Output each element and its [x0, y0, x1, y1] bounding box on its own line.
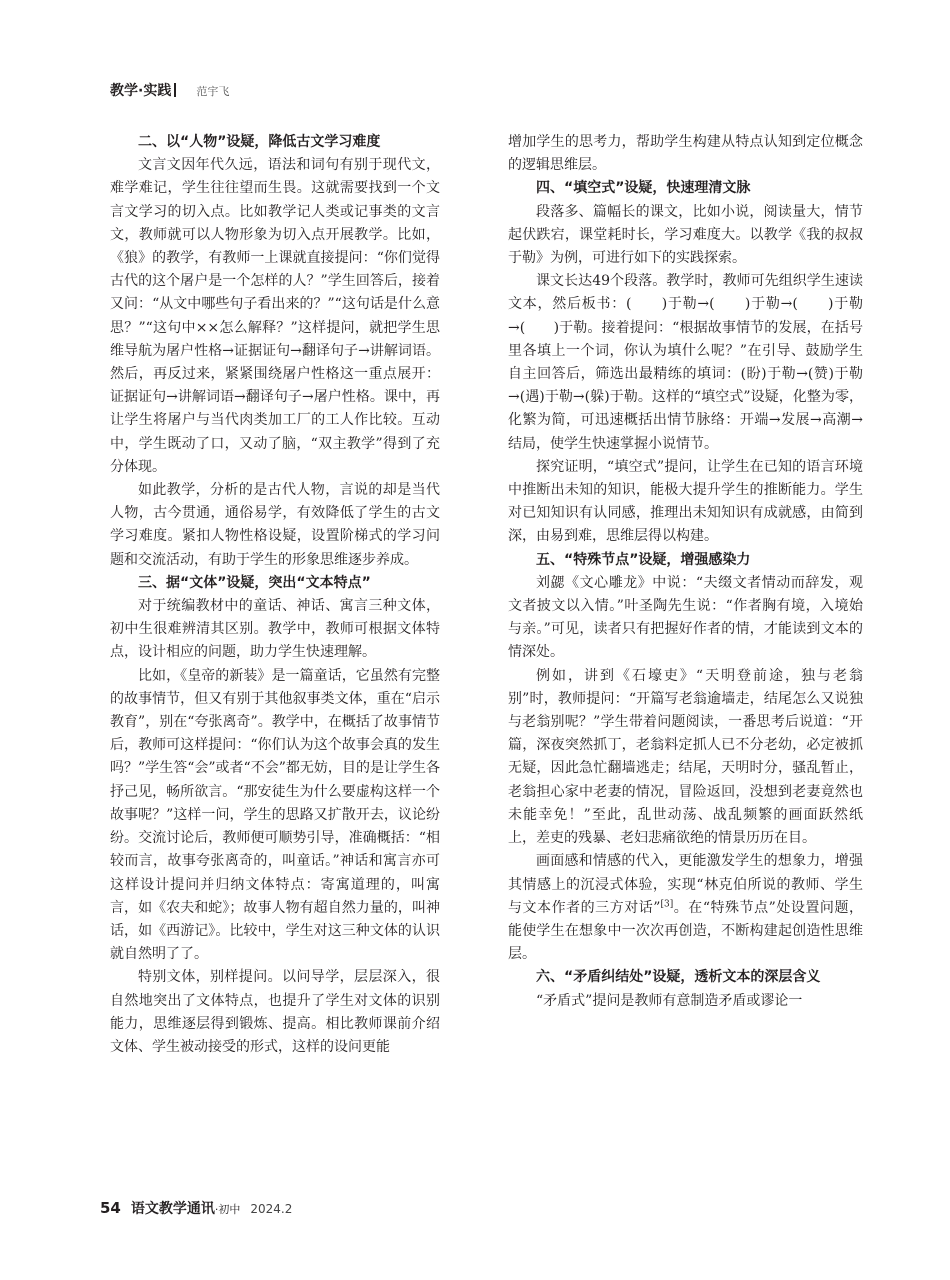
paragraph: 例如，讲到《石壕吏》“天明登前途，独与老翁别”时，教师提问：“开篇写老翁逾墙走，结尾怎么又说独与老翁别呢？”学生带着问题阅读，一番思考后说道：“开篇，深夜突然抓丁，老翁料定抓人已不分老幼，必定被抓无疑，因此急忙翻墙逃走；结尾，天明时分，骚乱暂止，老翁担心家中老妻的情况，冒险返回，没想到老妻竟然也未能幸免！”至此，乱世动荡、战乱频繁的画面跃然纸上，差吏的残暴、老妇悲痛欲绝的情景历历在目。: [508, 667, 863, 847]
paragraph: 段落多、篇幅长的课文，比如小说，阅读量大，情节起伏跌宕，课堂耗时长，学习难度大。以教学《我的叔叔于勒》为例，可进行如下的实践探索。: [508, 203, 863, 267]
paragraph-with-citation: [508, 850, 863, 966]
paragraph: 如此教学，分析的是古代人物，言说的却是当代人物，古今贯通，通俗易学，有效降低了学生的古文学习难度。紧扣人物性格设疑，设置阶梯式的学习问题和交流活动，有助于学生的形象思维逐步养成。: [110, 482, 440, 568]
paragraph-continued: 增加学生的思考力，帮助学生构建从特点认知到定位概念的逻辑思维层。: [508, 134, 863, 174]
page-footer: [100, 1198, 292, 1218]
citation-ref: [3]: [660, 899, 674, 910]
paragraph: 刘勰《文心雕龙》中说：“夫缀文者情动而辞发，观文者披文以入情。”叶圣陶先生说：“作者胸有境，入境始与亲。”可见，读者只有把握好作者的情，才能读到文本的情深处。: [508, 574, 863, 661]
paragraph: 课文长达49个段落。教学时，教师可先组织学生速读文本，然后板书：( )于勒→( )于勒→( )于勒→( )于勒。接着提问：“根据故事情节的发展，在括号里各填上一个词，你认为填什么呢？”在引导、鼓励学生自主回答后，筛选出最精练的填词：(盼)于勒→(赞)于勒→(遇)于勒→(躲)于勒。这样的“填空式”设疑，化整为零，化繁为简，可迅速概括出情节脉络：开端→发展→高潮→结局，使学生快速掌握小说情节。: [508, 273, 863, 452]
paragraph: 文言文因年代久远，语法和词句有别于现代文，难学难记，学生往往望而生畏。这就需要找到一个文言文学习的切入点。比如教学记人类或记事类的文言文，教师就可以人物形象为切入点开展教学。比如，《狼》的教学，有教师一上课就直接提问：“你们觉得古代的这个屠户是一个怎样的人？”学生回答后，接着又问：“从文中哪些句子看出来的？”“这句话是什么意思？”“这句中××怎么解释？”这样提问，就把学生思维导航为屠户性格→证据证句→翻译句子→讲解词语。然后，再反过来，紧紧围绕屠户性格这一重点展开：证据证句→讲解词语→翻译句子→屠户性格。课中，再让学生将屠户与当代肉类加工厂的工人作比较。互动中，学生既动了口，又动了脑，“双主教学”得到了充分体现。: [110, 157, 440, 475]
paragraph: 对于统编教材中的童话、神话、寓言三种文体，初中生很难辨清其区别。教学中，教师可根据文体特点，设计相应的问题，助力学生快速理解。: [110, 598, 440, 661]
page-number: 54: [100, 1199, 121, 1217]
section-heading-4: 四、“填空式”设疑，快速理清文脉: [536, 180, 751, 197]
paragraph: 探究证明，“填空式”提问，让学生在已知的语言环境中推断出未知的知识，能极大提升学生的推断能力。学生对已知知识有认同感，推理出未知知识有成就感，由简到深，由易到难，思维层得以构建。: [508, 458, 863, 545]
section-heading-5: 五、“特殊节点”设疑，增强感染力: [536, 551, 751, 568]
running-header: [110, 80, 229, 102]
right-column: [508, 131, 863, 1013]
paragraph-text-tail: 。在“特殊节点”处设置问题，能使学生在想象中一次次再创造，不断构建起创造性思维层。: [508, 899, 863, 963]
header-divider: [174, 83, 176, 97]
paragraph: 特别文体，别样提问。以问导学，层层深入，很自然地突出了文体特点，也提升了学生对文体的识别能力，思维逐层得到锻炼、提高。相比教师课前介绍文体、学生被动接受的形式，这样的设问更能: [110, 969, 440, 1055]
left-column: [110, 131, 440, 1059]
section-heading-2: 二、以“人物”设疑，降低古文学习难度: [138, 134, 381, 150]
paragraph: “矛盾式”提问是教师有意制造矛盾或谬论一: [536, 992, 803, 1009]
journal-edition: ·初中: [214, 1203, 241, 1216]
section-label: 教学·实践: [110, 83, 172, 99]
section-heading-3: 三、据“文体”设疑，突出“文本特点”: [138, 574, 371, 591]
author-name: 范宇飞: [196, 85, 230, 98]
paragraph-text: 画面感和情感的代入，更能激发学生的想象力，增强其情感上的沉浸式体验，实现“林克伯所说的教师、学生与文本作者的三方对话”: [508, 853, 863, 916]
section-heading-6: 六、“矛盾纠结处”设疑，透析文本的深层含义: [536, 969, 821, 986]
journal-name: 语文教学通讯: [130, 1201, 215, 1217]
issue-date: 2024.2: [250, 1202, 293, 1216]
paragraph: 比如，《皇帝的新装》是一篇童话，它虽然有完整的故事情节，但又有别于其他叙事类文体，重在“启示教育”，别在“夸张离奇”。教学中，在概括了故事情节后，教师可这样提问：“你们认为这个故事会真的发生吗？”学生答“会”或者“不会”都无妨，目的是让学生各抒己见，畅所欲言。“那安徒生为什么要虚构这样一个故事呢？”这样一问，学生的思路又扩散开去，议论纷纷。交流讨论后，教师便可顺势引导，准确概括：“相较而言，故事夸张离奇的，叫童话。”神话和寓言亦可这样设计提问并归纳文体特点：寄寓道理的，叫寓言，如《农夫和蛇》；故事人物有超自然力量的，叫神话，如《西游记》。比较中，学生对这三种文体的认识就自然明了了。: [110, 667, 440, 963]
